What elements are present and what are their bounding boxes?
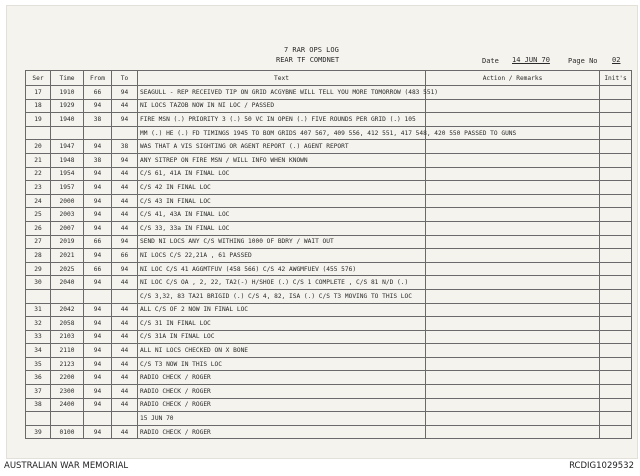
cell-text: MM (.) HE (.) FD TIMINGS 1945 TO BOM GRIDS 407 567, 409 556, 412 551, 417 548, 420 550 PASSED TO GUNS bbox=[138, 126, 426, 140]
cell-ser: 24 bbox=[26, 194, 51, 208]
cell-time bbox=[51, 126, 84, 140]
cell-time: 2000 bbox=[51, 194, 84, 208]
cell-time: 0100 bbox=[51, 425, 84, 439]
cell-inits bbox=[600, 194, 632, 208]
table-row bbox=[26, 262, 632, 276]
cell-to: 44 bbox=[112, 276, 138, 290]
cell-text: C/S 33, 33a IN FINAL LOC bbox=[138, 221, 426, 235]
cell-inits bbox=[600, 113, 632, 127]
cell-ser: 35 bbox=[26, 357, 51, 371]
cell-time: 2007 bbox=[51, 221, 84, 235]
cell-ser: 30 bbox=[26, 276, 51, 290]
cell-to: 44 bbox=[112, 344, 138, 358]
cell-ser: 34 bbox=[26, 344, 51, 358]
cell-text: FIRE MSN (.) PRIORITY 3 (.) 50 VC IN OPEN (.) FIVE ROUNDS PER GRID (.) 105 bbox=[138, 113, 426, 127]
cell-to: 44 bbox=[112, 385, 138, 399]
cell-to: 44 bbox=[112, 181, 138, 195]
cell-remarks bbox=[426, 425, 600, 439]
cell-time: 2003 bbox=[51, 208, 84, 222]
cell-remarks bbox=[426, 221, 600, 235]
cell-time: 2400 bbox=[51, 398, 84, 412]
cell-remarks bbox=[426, 167, 600, 181]
cell-inits bbox=[600, 208, 632, 222]
cell-text: RADIO CHECK / ROGER bbox=[138, 371, 426, 385]
cell-from bbox=[84, 126, 112, 140]
table-row bbox=[26, 126, 632, 140]
cell-remarks bbox=[426, 303, 600, 317]
cell-text: SEAGULL - REP RECEIVED TIP ON GRID ACGYBNE WILL TELL YOU MORE TOMORROW (483 551) bbox=[138, 86, 426, 100]
cell-inits bbox=[600, 153, 632, 167]
cell-time: 1929 bbox=[51, 99, 84, 113]
cell-from: 94 bbox=[84, 425, 112, 439]
cell-from bbox=[84, 289, 112, 303]
table-row bbox=[26, 357, 632, 371]
cell-from: 94 bbox=[84, 221, 112, 235]
cell-inits bbox=[600, 140, 632, 154]
cell-to: 94 bbox=[112, 235, 138, 249]
cell-ser: 38 bbox=[26, 398, 51, 412]
table-row bbox=[26, 412, 632, 426]
cell-remarks bbox=[426, 357, 600, 371]
cell-time: 2040 bbox=[51, 276, 84, 290]
table-row bbox=[26, 181, 632, 195]
cell-inits bbox=[600, 344, 632, 358]
cell-remarks bbox=[426, 208, 600, 222]
cell-ser: 28 bbox=[26, 249, 51, 263]
cell-inits bbox=[600, 317, 632, 331]
cell-inits bbox=[600, 249, 632, 263]
log-subtitle: REAR TF COMDNET bbox=[276, 56, 340, 64]
archive-reference: RCDIG1029532 bbox=[569, 461, 634, 471]
cell-text: WAS THAT A VIS SIGHTING OR AGENT REPORT (.) AGENT REPORT bbox=[138, 140, 426, 154]
cell-remarks bbox=[426, 289, 600, 303]
cell-inits bbox=[600, 181, 632, 195]
cell-text: NI LOC C/S OA , 2, 22, TA2(-) H/SHOE (.) C/S 1 COMPLETE , C/S 81 N/D (.) bbox=[138, 276, 426, 290]
cell-to bbox=[112, 289, 138, 303]
cell-from: 94 bbox=[84, 357, 112, 371]
cell-ser: 17 bbox=[26, 86, 51, 100]
cell-time: 2021 bbox=[51, 249, 84, 263]
cell-time bbox=[51, 289, 84, 303]
cell-text: ALL C/S OF 2 NOW IN FINAL LOC bbox=[138, 303, 426, 317]
table-row bbox=[26, 249, 632, 263]
cell-from: 94 bbox=[84, 208, 112, 222]
cell-to: 94 bbox=[112, 262, 138, 276]
cell-inits bbox=[600, 425, 632, 439]
table-row bbox=[26, 344, 632, 358]
cell-text: C/S 42 IN FINAL LOC bbox=[138, 181, 426, 195]
table-row bbox=[26, 289, 632, 303]
cell-to: 44 bbox=[112, 221, 138, 235]
table-row bbox=[26, 303, 632, 317]
cell-inits bbox=[600, 276, 632, 290]
table-row bbox=[26, 194, 632, 208]
cell-ser: 20 bbox=[26, 140, 51, 154]
cell-remarks bbox=[426, 344, 600, 358]
page-number-value: 02 bbox=[612, 56, 621, 64]
cell-to: 44 bbox=[112, 99, 138, 113]
cell-ser: 18 bbox=[26, 99, 51, 113]
archive-credit: AUSTRALIAN WAR MEMORIAL bbox=[4, 461, 129, 471]
cell-ser: 19 bbox=[26, 113, 51, 127]
cell-time: 1940 bbox=[51, 113, 84, 127]
date-value: 14 JUN 70 bbox=[512, 56, 550, 64]
cell-from bbox=[84, 412, 112, 426]
cell-remarks bbox=[426, 276, 600, 290]
col-header-ser: Ser bbox=[26, 71, 51, 86]
cell-from: 38 bbox=[84, 113, 112, 127]
cell-from: 66 bbox=[84, 262, 112, 276]
cell-to: 66 bbox=[112, 249, 138, 263]
cell-time: 2042 bbox=[51, 303, 84, 317]
cell-time: 2103 bbox=[51, 330, 84, 344]
cell-remarks bbox=[426, 398, 600, 412]
table-row bbox=[26, 398, 632, 412]
col-header-inits: Init's bbox=[600, 71, 632, 86]
cell-from: 94 bbox=[84, 385, 112, 399]
cell-to: 44 bbox=[112, 425, 138, 439]
cell-ser bbox=[26, 126, 51, 140]
cell-ser: 33 bbox=[26, 330, 51, 344]
cell-text: ALL NI LOCS CHECKED ON X BONE bbox=[138, 344, 426, 358]
cell-time: 1947 bbox=[51, 140, 84, 154]
cell-text: SEND NI LOCS ANY C/S WITHING 1000 OF BDRY / WAIT OUT bbox=[138, 235, 426, 249]
cell-time: 1910 bbox=[51, 86, 84, 100]
table-row bbox=[26, 425, 632, 439]
cell-remarks bbox=[426, 385, 600, 399]
cell-inits bbox=[600, 303, 632, 317]
cell-inits bbox=[600, 385, 632, 399]
cell-text: RADIO CHECK / ROGER bbox=[138, 425, 426, 439]
col-header-to: To bbox=[112, 71, 138, 86]
cell-ser: 39 bbox=[26, 425, 51, 439]
cell-text: 15 JUN 70 bbox=[138, 412, 426, 426]
cell-ser: 26 bbox=[26, 221, 51, 235]
table-row bbox=[26, 330, 632, 344]
cell-to bbox=[112, 126, 138, 140]
cell-to: 94 bbox=[112, 113, 138, 127]
cell-remarks bbox=[426, 194, 600, 208]
cell-from: 94 bbox=[84, 181, 112, 195]
cell-text: C/S 3,32, 83 TA21 BRIGID (.) C/S 4, 82, ISA (.) C/S T3 MOVING TO THIS LOC bbox=[138, 289, 426, 303]
cell-remarks bbox=[426, 153, 600, 167]
col-header-time: Time bbox=[51, 71, 84, 86]
cell-inits bbox=[600, 86, 632, 100]
cell-to bbox=[112, 412, 138, 426]
cell-from: 66 bbox=[84, 235, 112, 249]
cell-ser: 21 bbox=[26, 153, 51, 167]
log-body bbox=[26, 86, 632, 439]
cell-remarks bbox=[426, 181, 600, 195]
cell-from: 94 bbox=[84, 303, 112, 317]
cell-text: RADIO CHECK / ROGER bbox=[138, 385, 426, 399]
cell-time: 2123 bbox=[51, 357, 84, 371]
cell-remarks bbox=[426, 262, 600, 276]
cell-inits bbox=[600, 221, 632, 235]
cell-inits bbox=[600, 99, 632, 113]
cell-time: 2300 bbox=[51, 385, 84, 399]
cell-to: 94 bbox=[112, 153, 138, 167]
cell-ser: 31 bbox=[26, 303, 51, 317]
cell-text: C/S 31A IN FINAL LOC bbox=[138, 330, 426, 344]
cell-text: RADIO CHECK / ROGER bbox=[138, 398, 426, 412]
cell-text: NI LOC C/S 41 AGGMTFUV (458 566) C/S 42 AWGMFUEV (455 576) bbox=[138, 262, 426, 276]
cell-to: 44 bbox=[112, 357, 138, 371]
cell-to: 44 bbox=[112, 317, 138, 331]
cell-time: 2200 bbox=[51, 371, 84, 385]
cell-time: 2058 bbox=[51, 317, 84, 331]
date-label: Date bbox=[482, 57, 499, 65]
col-header-text: Text bbox=[138, 71, 426, 86]
table-row bbox=[26, 385, 632, 399]
table-row bbox=[26, 153, 632, 167]
table-row bbox=[26, 86, 632, 100]
cell-from: 94 bbox=[84, 398, 112, 412]
cell-time: 2110 bbox=[51, 344, 84, 358]
cell-ser: 37 bbox=[26, 385, 51, 399]
cell-remarks bbox=[426, 317, 600, 331]
cell-to: 44 bbox=[112, 330, 138, 344]
cell-ser: 22 bbox=[26, 167, 51, 181]
cell-from: 94 bbox=[84, 330, 112, 344]
cell-from: 94 bbox=[84, 194, 112, 208]
cell-to: 44 bbox=[112, 194, 138, 208]
cell-from: 94 bbox=[84, 167, 112, 181]
cell-from: 66 bbox=[84, 86, 112, 100]
cell-from: 94 bbox=[84, 371, 112, 385]
table-row bbox=[26, 235, 632, 249]
cell-to: 94 bbox=[112, 86, 138, 100]
col-header-remarks: Action / Remarks bbox=[426, 71, 600, 86]
cell-remarks bbox=[426, 99, 600, 113]
cell-inits bbox=[600, 235, 632, 249]
cell-inits bbox=[600, 167, 632, 181]
cell-text: C/S 41, 43A IN FINAL LOC bbox=[138, 208, 426, 222]
cell-time: 2025 bbox=[51, 262, 84, 276]
cell-remarks bbox=[426, 113, 600, 127]
cell-remarks bbox=[426, 249, 600, 263]
cell-remarks bbox=[426, 140, 600, 154]
table-row bbox=[26, 276, 632, 290]
cell-from: 94 bbox=[84, 276, 112, 290]
table-row bbox=[26, 221, 632, 235]
ops-log-table bbox=[25, 70, 632, 439]
cell-text: C/S 61, 41A IN FINAL LOC bbox=[138, 167, 426, 181]
cell-text: NI LOCS C/S 22,21A , 61 PASSED bbox=[138, 249, 426, 263]
cell-inits bbox=[600, 262, 632, 276]
table-row bbox=[26, 317, 632, 331]
table-row bbox=[26, 167, 632, 181]
cell-from: 94 bbox=[84, 99, 112, 113]
cell-ser: 36 bbox=[26, 371, 51, 385]
cell-inits bbox=[600, 330, 632, 344]
table-row bbox=[26, 99, 632, 113]
cell-text: NI LOCS TAZOB NOW IN NI LOC / PASSED bbox=[138, 99, 426, 113]
cell-to: 44 bbox=[112, 208, 138, 222]
cell-text: C/S 43 IN FINAL LOC bbox=[138, 194, 426, 208]
cell-remarks bbox=[426, 412, 600, 426]
cell-to: 44 bbox=[112, 371, 138, 385]
table-row bbox=[26, 371, 632, 385]
col-header-from: From bbox=[84, 71, 112, 86]
cell-ser bbox=[26, 289, 51, 303]
table-row bbox=[26, 140, 632, 154]
cell-remarks bbox=[426, 330, 600, 344]
cell-to: 38 bbox=[112, 140, 138, 154]
cell-inits bbox=[600, 126, 632, 140]
cell-to: 44 bbox=[112, 167, 138, 181]
cell-ser: 32 bbox=[26, 317, 51, 331]
cell-ser: 25 bbox=[26, 208, 51, 222]
cell-text: C/S 31 IN FINAL LOC bbox=[138, 317, 426, 331]
page-number-label: Page No bbox=[568, 57, 598, 65]
cell-to: 44 bbox=[112, 398, 138, 412]
cell-from: 38 bbox=[84, 153, 112, 167]
cell-time: 2019 bbox=[51, 235, 84, 249]
cell-ser: 29 bbox=[26, 262, 51, 276]
cell-remarks bbox=[426, 235, 600, 249]
cell-from: 94 bbox=[84, 249, 112, 263]
table-header-row bbox=[26, 71, 632, 86]
cell-text: C/S T3 NOW IN THIS LOC bbox=[138, 357, 426, 371]
cell-remarks bbox=[426, 371, 600, 385]
cell-ser: 27 bbox=[26, 235, 51, 249]
cell-ser bbox=[26, 412, 51, 426]
cell-inits bbox=[600, 412, 632, 426]
cell-text: ANY SITREP ON FIRE MSN / WILL INFO WHEN KNOWN bbox=[138, 153, 426, 167]
cell-remarks bbox=[426, 86, 600, 100]
cell-time: 1948 bbox=[51, 153, 84, 167]
cell-time: 1954 bbox=[51, 167, 84, 181]
cell-from: 94 bbox=[84, 344, 112, 358]
cell-inits bbox=[600, 398, 632, 412]
cell-inits bbox=[600, 289, 632, 303]
cell-to: 44 bbox=[112, 303, 138, 317]
cell-from: 94 bbox=[84, 140, 112, 154]
cell-inits bbox=[600, 357, 632, 371]
cell-time: 1957 bbox=[51, 181, 84, 195]
table-row bbox=[26, 113, 632, 127]
cell-ser: 23 bbox=[26, 181, 51, 195]
cell-inits bbox=[600, 371, 632, 385]
cell-time bbox=[51, 412, 84, 426]
table-row bbox=[26, 208, 632, 222]
cell-from: 94 bbox=[84, 317, 112, 331]
log-title: 7 RAR OPS LOG bbox=[284, 46, 339, 54]
